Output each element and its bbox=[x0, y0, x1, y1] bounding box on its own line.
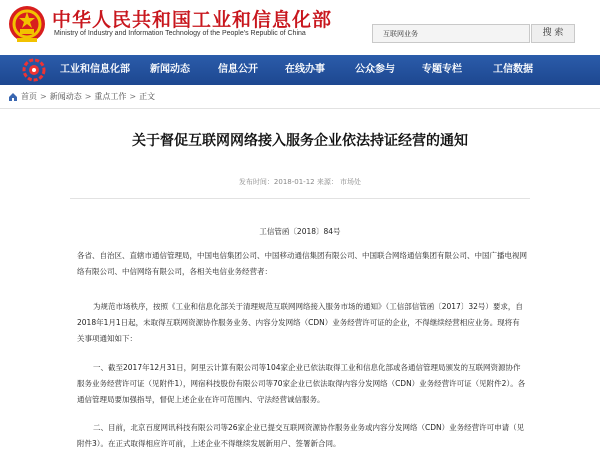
breadcrumb-separator: > bbox=[84, 92, 92, 101]
divider bbox=[70, 198, 530, 199]
breadcrumb-home[interactable]: 首页 bbox=[21, 92, 37, 101]
site-header bbox=[0, 0, 600, 50]
body-paragraph-2: 一、截至2017年12月31日，阿里云计算有限公司等104家企业已依法取得工业和信息化部或各通信管理局颁发的互联网资源协作服务业务经营许可证（见附件1），网宿科技股份有限公司等70家企业已依法取得内容分发网络（CDN）业务经营许可证（见附件2）。各通信管理局要加强指导，督促上述企业在许可范围内、守法经营诚信服务。 bbox=[77, 363, 526, 404]
document-number: 工信管函〔2018〕84号 bbox=[259, 227, 341, 236]
nav-item-data[interactable]: 工信数据 bbox=[493, 64, 533, 75]
search-input[interactable]: 互联网业务 bbox=[372, 24, 530, 43]
nav-item-news[interactable]: 新闻动态 bbox=[150, 64, 190, 75]
breadcrumb-news[interactable]: 新闻动态 bbox=[49, 92, 82, 101]
nav-item-special-topics[interactable]: 专题专栏 bbox=[422, 64, 462, 75]
site-title[interactable]: 中华人民共和国工业和信息化部 bbox=[52, 9, 333, 31]
main-nav bbox=[0, 55, 600, 85]
divider bbox=[0, 108, 600, 109]
breadcrumb-separator: > bbox=[129, 92, 137, 101]
body-paragraph-1: 为规范市场秩序，按照《工业和信息化部关于清理规范互联网网络接入服务市场的通知》（工信部信管函〔2017〕32号）要求，自2018年1月1日起，未取得互联网资源协作服务业务、内容分发网络（CDN）业务经营许可证的企业，不得继续经营相应业务。现将有关事项通知如下： bbox=[77, 302, 523, 343]
nav-item-public-participation[interactable]: 公众参与 bbox=[355, 64, 395, 75]
breadcrumb-current: 正文 bbox=[139, 92, 156, 101]
nav-item-disclosure[interactable]: 信息公开 bbox=[218, 64, 258, 75]
search-button[interactable]: 搜 索 bbox=[531, 24, 575, 43]
recipients-paragraph: 各省、自治区、直辖市通信管理局，中国电信集团公司、中国移动通信集团有限公司、中国联合网络通信集团有限公司、中国广播电视网络有限公司、中信网络有限公司，各相关电信业务经营者： bbox=[77, 251, 527, 276]
breadcrumb-key-work[interactable]: 重点工作 bbox=[94, 92, 127, 101]
breadcrumb-separator: > bbox=[40, 92, 47, 101]
nav-item-ministry[interactable]: 工业和信息化部 bbox=[60, 64, 130, 75]
national-emblem-icon bbox=[8, 3, 46, 45]
article-meta: 发布时间：2018-01-12 来源： 市场处 bbox=[238, 178, 362, 186]
breadcrumb bbox=[8, 91, 155, 102]
body-paragraph-3: 二、目前，北京百度网讯科技有限公司等26家企业已提交互联网资源协作服务业务或内容分发网络（CDN）业务经营许可申请（见附件3）。在正式取得相应许可前，上述企业不得继续发展新用户、签署新合同。 bbox=[77, 423, 525, 448]
home-icon bbox=[8, 92, 18, 102]
article-title: 关于督促互联网网络接入服务企业依法持证经营的通知 bbox=[132, 133, 468, 149]
site-subtitle: Ministry of Industry and Information Technology of the People's Republic of China bbox=[54, 30, 306, 37]
miit-logo-icon[interactable] bbox=[22, 58, 46, 82]
nav-item-online-service[interactable]: 在线办事 bbox=[285, 64, 325, 75]
